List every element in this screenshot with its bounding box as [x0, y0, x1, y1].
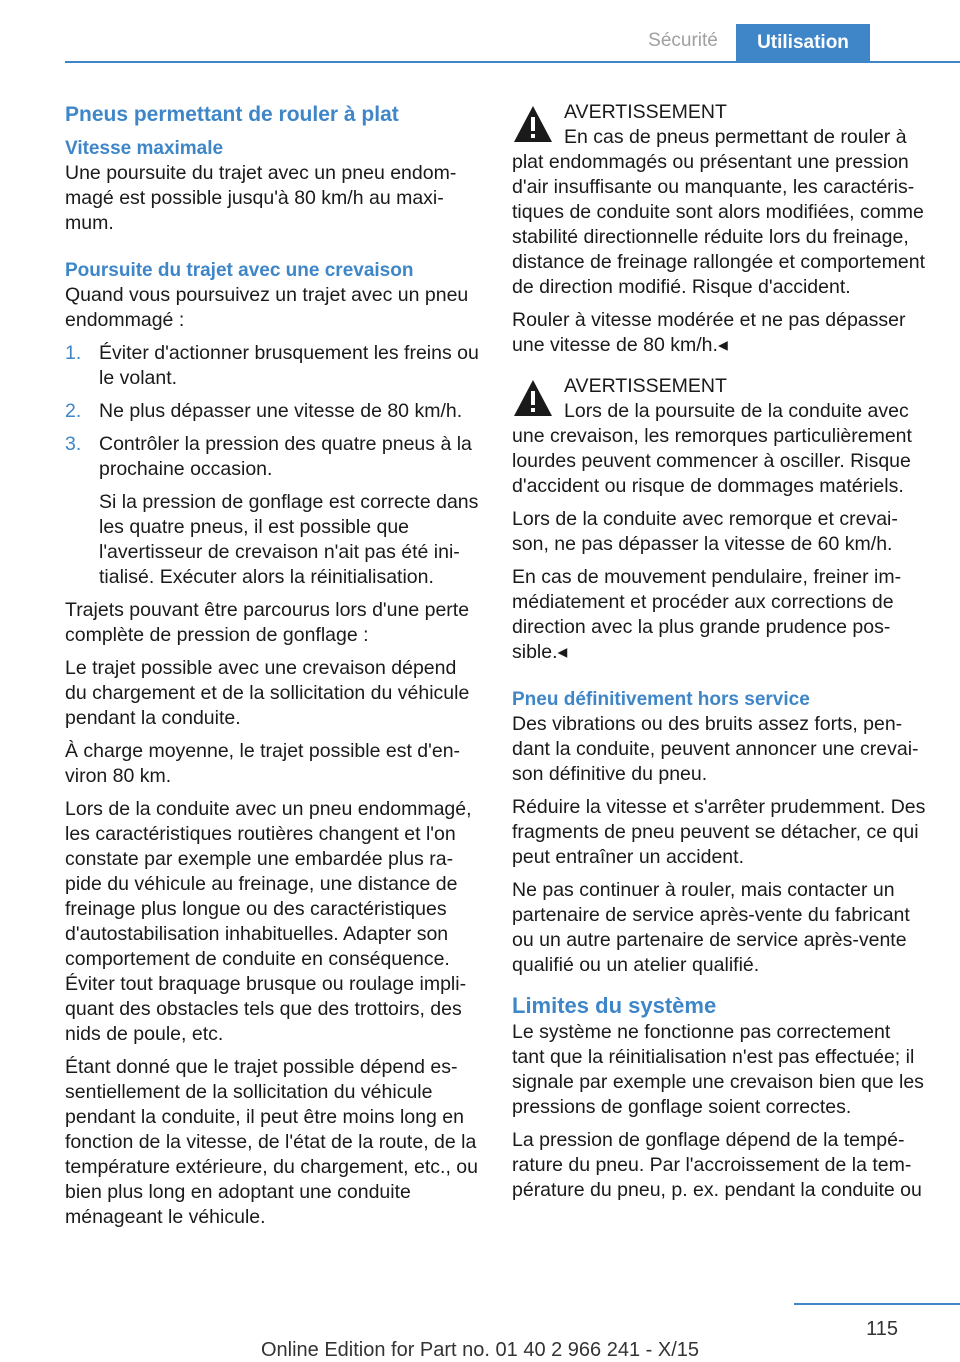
edition-footer: Online Edition for Part no. 01 40 2 966 241 - X/15 — [260, 1339, 700, 1361]
poursuite-heading: Poursuite du trajet avec une crevaison — [65, 260, 414, 281]
list-item — [65, 341, 480, 391]
step-text: Ne plus dépasser une vitesse de 80 km/h. — [99, 400, 463, 422]
tab-securite[interactable]: Sécurité — [648, 30, 718, 51]
warning-block — [512, 374, 928, 665]
list-item — [65, 399, 480, 424]
warning-block — [512, 100, 928, 358]
pneu-heading: Pneu définitivement hors service — [512, 689, 810, 710]
paragraph: Réduire la vitesse et s'arrêter prudemment. Des fragments de pneu peuvent se détacher, ce qui peut entraîner un accident. — [512, 796, 926, 868]
warning-triangle-icon — [512, 104, 554, 144]
warning-text: En cas de mouvement pendulaire, freiner im‐médiatement et procéder aux corrections de direction avec la plus grande prudence pos‐sible.◂ — [512, 566, 902, 663]
section-title: Pneus permettant de rouler à plat — [65, 103, 399, 126]
right-column — [512, 100, 928, 1211]
paragraph: Ne pas continuer à rouler, mais contacter un partenaire de service après-vente du fabricant ou un autre partenaire de service après-vente qualifié ou un atelier qualifié. — [512, 879, 910, 976]
paragraph: Lors de la conduite avec un pneu endommagé, les caractéristiques routières changent et l'on constate par exemple une embardée plus ra‐pide du véhicule au freinage, une distance de freinage plus longue ou des caractéristiques d'autostabilisation inhabituelles. Adapter son comportement de conduite en conséquence. Éviter tout braquage brusque ou roulage impli‐quant des obstacles tels que des trottoirs, des nids de poule, etc. — [65, 798, 472, 1045]
page-number: 115 — [866, 1318, 898, 1340]
limites-heading: Limites du système — [512, 993, 717, 1018]
left-column — [65, 100, 480, 1238]
warning-text: Lors de la poursuite de la conduite avec une crevaison, les remorques particulièrement lourdes peuvent commencer à osciller. Risque d'accident ou risque de dommages matériels. — [512, 400, 912, 497]
footer-rule — [794, 1303, 960, 1305]
header-rule — [65, 61, 960, 63]
tab-utilisation[interactable]: Utilisation — [736, 24, 870, 62]
vitesse-text: Une poursuite du trajet avec un pneu endom‐magé est possible jusqu'à 80 km/h au maxi‐mum. — [65, 162, 457, 234]
step-extra: Si la pression de gonflage est correcte dans les quatre pneus, il est possible que l'avertisseur de crevaison n'ait pas été ini‐tialisé. Exécuter alors la réinitialisation. — [99, 491, 479, 588]
warning-text: En cas de pneus permettant de rouler à plat endommagés ou présentant une pression d'air insuffisante ou manquante, les caractéris‐tiques de conduite sont alors modifiées, comme stabilité directionnelle réduite lors du freinage, distance de freinage rallongée et comportement de direction modifié. Risque d'accident. — [512, 126, 926, 298]
poursuite-intro: Quand vous poursuivez un trajet avec un pneu endommagé : — [65, 284, 469, 331]
paragraph: La pression de gonflage dépend de la tempé‐rature du pneu. Par l'accroissement de la tem‐pérature du pneu, p. ex. pendant la conduite ou — [512, 1129, 922, 1201]
list-item — [65, 432, 480, 590]
warning-text: Lors de la conduite avec remorque et crevai‐son, ne pas dépasser la vitesse de 60 km/h. — [512, 508, 898, 555]
steps-list — [65, 341, 480, 590]
paragraph: À charge moyenne, le trajet possible est d'en‐viron 80 km. — [65, 740, 461, 787]
paragraph: Trajets pouvant être parcourus lors d'une perte complète de pression de gonflage : — [65, 599, 470, 646]
step-text: Contrôler la pression des quatre pneus à la prochaine occasion. — [99, 433, 472, 480]
step-number: 2. — [65, 400, 82, 422]
warning-triangle-icon — [512, 378, 554, 418]
page-header — [0, 0, 960, 62]
step-number: 3. — [65, 433, 82, 455]
paragraph: Des vibrations ou des bruits assez forts, pen‐dant la conduite, peuvent annoncer une crevai‐son définitive du pneu. — [512, 713, 919, 785]
paragraph: Le trajet possible avec une crevaison dépend du chargement et de la sollicitation du véhicule pendant la conduite. — [65, 657, 470, 729]
warning-title: AVERTISSEMENT — [564, 101, 727, 123]
step-text: Éviter d'actionner brusquement les freins ou le volant. — [99, 342, 479, 389]
warning-text: Rouler à vitesse modérée et ne pas dépasser une vitesse de 80 km/h.◂ — [512, 309, 906, 356]
paragraph: Le système ne fonctionne pas correctement tant que la réinitialisation n'est pas effectuée; il signale par exemple une crevaison bien que les pressions de gonflage soient correctes. — [512, 1021, 924, 1118]
warning-title: AVERTISSEMENT — [564, 375, 727, 397]
step-number: 1. — [65, 342, 82, 364]
paragraph: Étant donné que le trajet possible dépend es‐sentiellement de la sollicitation du véhicule pendant la conduite, il peut être moins long en fonction de la vitesse, de l'état de la route, de la température extérieure, du chargement, etc., ou bien plus long en adoptant une conduite ménageant le véhicule. — [65, 1056, 478, 1228]
vitesse-heading: Vitesse maximale — [65, 138, 224, 159]
